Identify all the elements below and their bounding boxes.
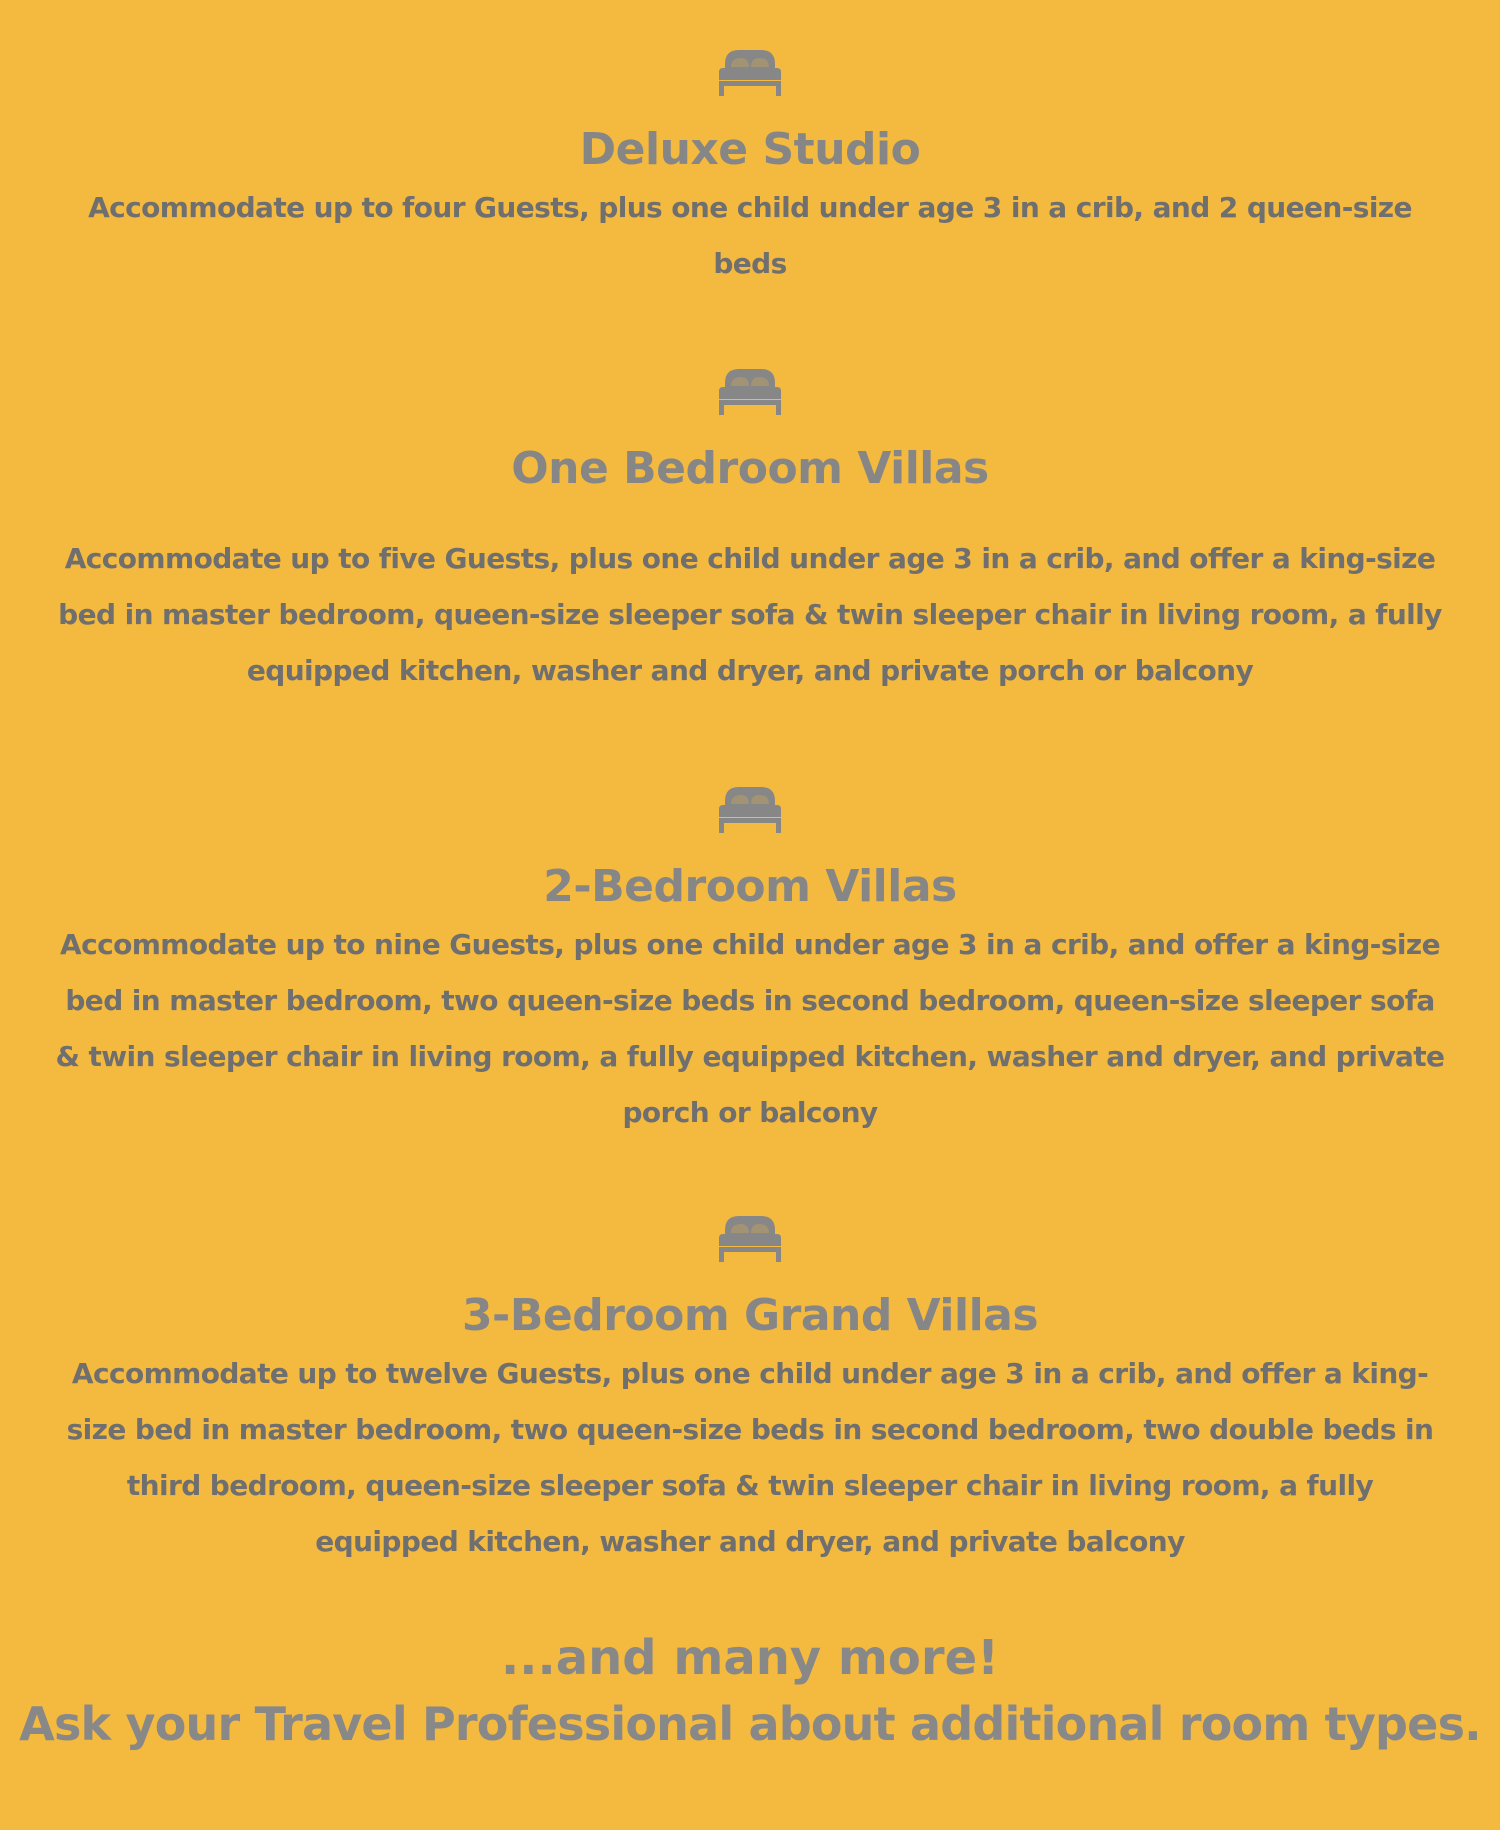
room-section-deluxe-studio bbox=[0, 48, 1500, 292]
bed-icon bbox=[717, 367, 783, 415]
closing-message bbox=[0, 1625, 1500, 1757]
room-title: 3-Bedroom Grand Villas bbox=[461, 1290, 1039, 1341]
room-title: One Bedroom Villas bbox=[511, 443, 989, 494]
room-section-3-bedroom-grand-villas bbox=[0, 1214, 1500, 1570]
room-description: Accommodate up to nine Guests, plus one child under age 3 in a crib, and offer a king-size bed in master bedroom, two queen-size beds in second bedroom, queen-size sleeper sofa & twin sleeper chair in living room, a fully equipped kitchen, washer and dryer, and private porch or balcony bbox=[55, 928, 1445, 1129]
room-title: 2-Bedroom Villas bbox=[543, 861, 957, 912]
closing-callout: Ask your Travel Professional about additional room types. bbox=[19, 1697, 1481, 1751]
room-description: Accommodate up to five Guests, plus one child under age 3 in a crib, and offer a king-size bed in master bedroom, queen-size sleeper sofa & twin sleeper chair in living room, a fully equipped kitchen, washer and dryer, and private porch or balcony bbox=[58, 542, 1442, 687]
bed-icon bbox=[717, 48, 783, 96]
room-description: Accommodate up to four Guests, plus one child under age 3 in a crib, and 2 queen-size beds bbox=[88, 191, 1412, 280]
room-description: Accommodate up to twelve Guests, plus one child under age 3 in a crib, and offer a king-size bed in master bedroom, two queen-size beds in second bedroom, two double beds in third bedroom, queen-size sleeper sofa & twin sleeper chair in living room, a fully equipped kitchen, washer and dryer, and private balcony bbox=[66, 1357, 1434, 1558]
room-section-one-bedroom-villas bbox=[0, 367, 1500, 699]
room-section-2-bedroom-villas bbox=[0, 785, 1500, 1141]
bed-icon bbox=[717, 785, 783, 833]
room-title: Deluxe Studio bbox=[579, 124, 921, 175]
bed-icon bbox=[717, 1214, 783, 1262]
closing-headline: ...and many more! bbox=[500, 1630, 1000, 1686]
